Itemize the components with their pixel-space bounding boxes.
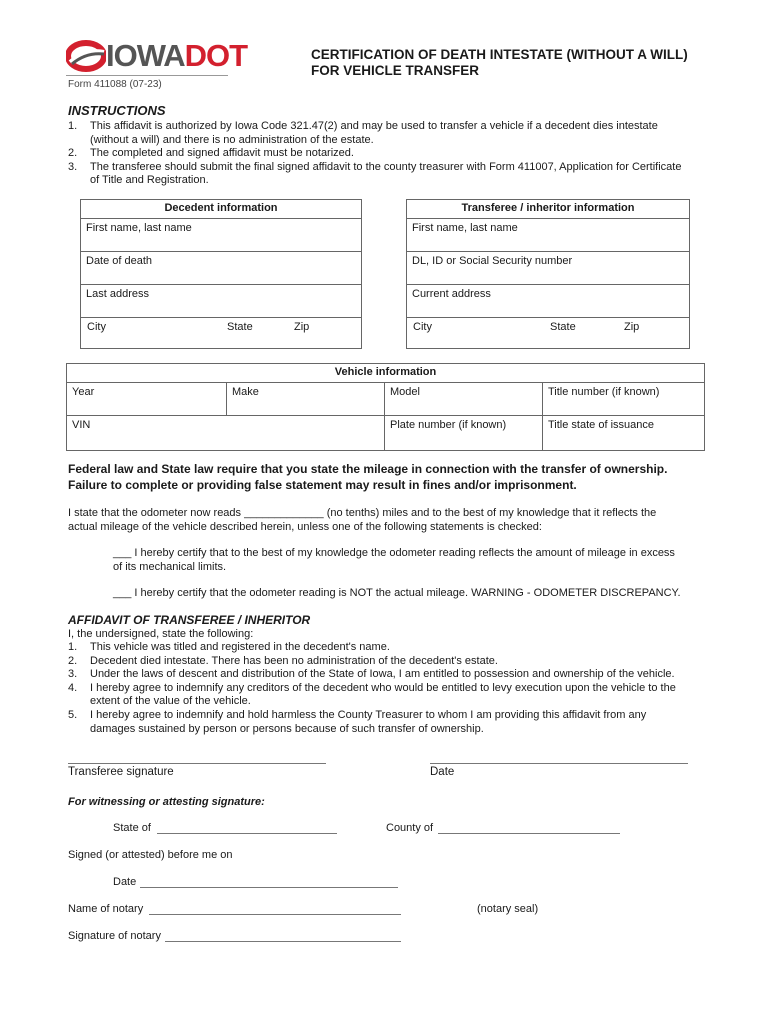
decedent-name-field[interactable]: First name, last name xyxy=(81,219,362,252)
transferee-id-field[interactable]: DL, ID or Social Security number xyxy=(407,252,690,285)
odometer-option-discrepancy: ___ I hereby certify that the odometer reading is NOT the actual mileage. WARNING - ODOMETER DISCREPANCY. xyxy=(113,587,681,599)
affidavit-item: 1. This vehicle was titled and registered in the decedent's name. xyxy=(68,641,390,653)
odometer-option-excess: ___ I hereby certify that to the best of my knowledge the odometer reading reflects the amount of mileage in excess of its mechanical limits. xyxy=(113,547,675,573)
transferee-signature-label: Transferee signature xyxy=(68,766,174,778)
name-of-notary-field[interactable] xyxy=(149,914,401,915)
vehicle-make-field[interactable]: Make xyxy=(227,383,385,416)
transferee-signature-line[interactable] xyxy=(68,763,326,764)
signature-date-label: Date xyxy=(430,766,455,778)
vehicle-info-table xyxy=(66,363,705,451)
signature-of-notary-field[interactable] xyxy=(165,941,401,942)
vin-field[interactable]: VIN xyxy=(67,416,385,451)
instructions-heading: INSTRUCTIONS xyxy=(68,103,166,118)
form-number: Form 411088 (07-23) xyxy=(68,79,162,90)
decedent-info-table xyxy=(80,199,362,349)
logo-wordmark: IOWADOT xyxy=(106,38,248,73)
signature-date-line[interactable] xyxy=(430,763,688,764)
title-number-field[interactable]: Title number (if known) xyxy=(543,383,705,416)
signed-before-label: Signed (or attested) before me on xyxy=(68,849,233,861)
notary-date-field[interactable] xyxy=(140,887,398,888)
state-of-field[interactable] xyxy=(157,833,337,834)
notary-date-label: Date xyxy=(113,876,137,888)
instructions-list xyxy=(68,120,704,188)
logo-divider xyxy=(66,75,228,76)
signature-of-notary-label: Signature of notary xyxy=(68,930,161,942)
discrepancy-checkbox[interactable]: ___ xyxy=(113,587,132,599)
vehicle-year-field[interactable]: Year xyxy=(67,383,227,416)
vehicle-header: Vehicle information xyxy=(67,364,705,383)
iowa-dot-logo xyxy=(66,38,248,74)
odometer-statement: I state that the odometer now reads _____________ (no tenths) miles and to the best of my knowledge that it reflects the actual mileage of the vehicle described herein, unless one of the following statements is checked: xyxy=(68,507,657,533)
instruction-item: 2. The completed and signed affidavit must be notarized. xyxy=(68,147,354,160)
last-address-field[interactable]: Last address xyxy=(81,285,362,318)
notary-seal-label: (notary seal) xyxy=(477,903,539,915)
affidavit-intro: I, the undersigned, state the following: xyxy=(68,628,254,640)
instruction-item: 3. The transferee should submit the final signed affidavit to the county treasurer with Form 411007, Application for Certificate of Title and Registration. xyxy=(68,160,682,187)
transferee-city-state-zip-field[interactable]: City State Zip xyxy=(407,318,690,349)
title-state-field[interactable]: Title state of issuance xyxy=(543,416,705,451)
state-of-label: State of xyxy=(113,822,151,834)
county-of-field[interactable] xyxy=(438,833,620,834)
odometer-reading-field[interactable]: _____________ xyxy=(244,507,324,519)
date-of-death-field[interactable]: Date of death xyxy=(81,252,362,285)
mileage-notice: Federal law and State law require that you state the mileage in connection with the transfer of ownership. Failure to complete or providing false statement may result in fines and/or imprisonment. xyxy=(68,462,668,492)
transferee-info-table xyxy=(406,199,690,349)
transferee-header: Transferee / inheritor information xyxy=(407,200,690,219)
transferee-name-field[interactable]: First name, last name xyxy=(407,219,690,252)
affidavit-item: 3. Under the laws of descent and distribution of the State of Iowa, I am entitled to possession and ownership of the vehicle. xyxy=(68,668,675,681)
excess-mileage-checkbox[interactable]: ___ xyxy=(113,547,132,559)
witness-heading: For witnessing or attesting signature: xyxy=(68,796,265,808)
affidavit-list xyxy=(68,641,708,736)
current-address-field[interactable]: Current address xyxy=(407,285,690,318)
affidavit-heading: AFFIDAVIT OF TRANSFEREE / INHERITOR xyxy=(68,613,311,627)
instruction-item: 1. This affidavit is authorized by Iowa Code 321.47(2) and may be used to transfer a vehicle if a decedent dies intestate (without a will) and there is no administration of the estate. xyxy=(68,120,658,146)
vehicle-model-field[interactable]: Model xyxy=(385,383,543,416)
decedent-city-state-zip-field[interactable]: City State Zip xyxy=(81,318,362,349)
name-of-notary-label: Name of notary xyxy=(68,903,144,915)
affidavit-item: 5. I hereby agree to indemnify and hold harmless the County Treasurer to whom I am providing this affidavit from any damages sustained by person or persons because of such transfer of ownership. xyxy=(68,708,647,735)
affidavit-item: 2. Decedent died intestate. There has been no administration of the decedent's estate. xyxy=(68,654,498,667)
page-title: CERTIFICATION OF DEATH INTESTATE (WITHOUT A WILL) FOR VEHICLE TRANSFER xyxy=(311,47,688,78)
affidavit-item: 4. I hereby agree to indemnify any creditors of the decedent who would be entitled to levy execution upon the vehicle to the extent of the value of the vehicle. xyxy=(68,681,676,708)
swoosh-icon xyxy=(66,40,106,72)
county-of-label: County of xyxy=(386,822,434,834)
decedent-header: Decedent information xyxy=(81,200,362,219)
plate-number-field[interactable]: Plate number (if known) xyxy=(385,416,543,451)
